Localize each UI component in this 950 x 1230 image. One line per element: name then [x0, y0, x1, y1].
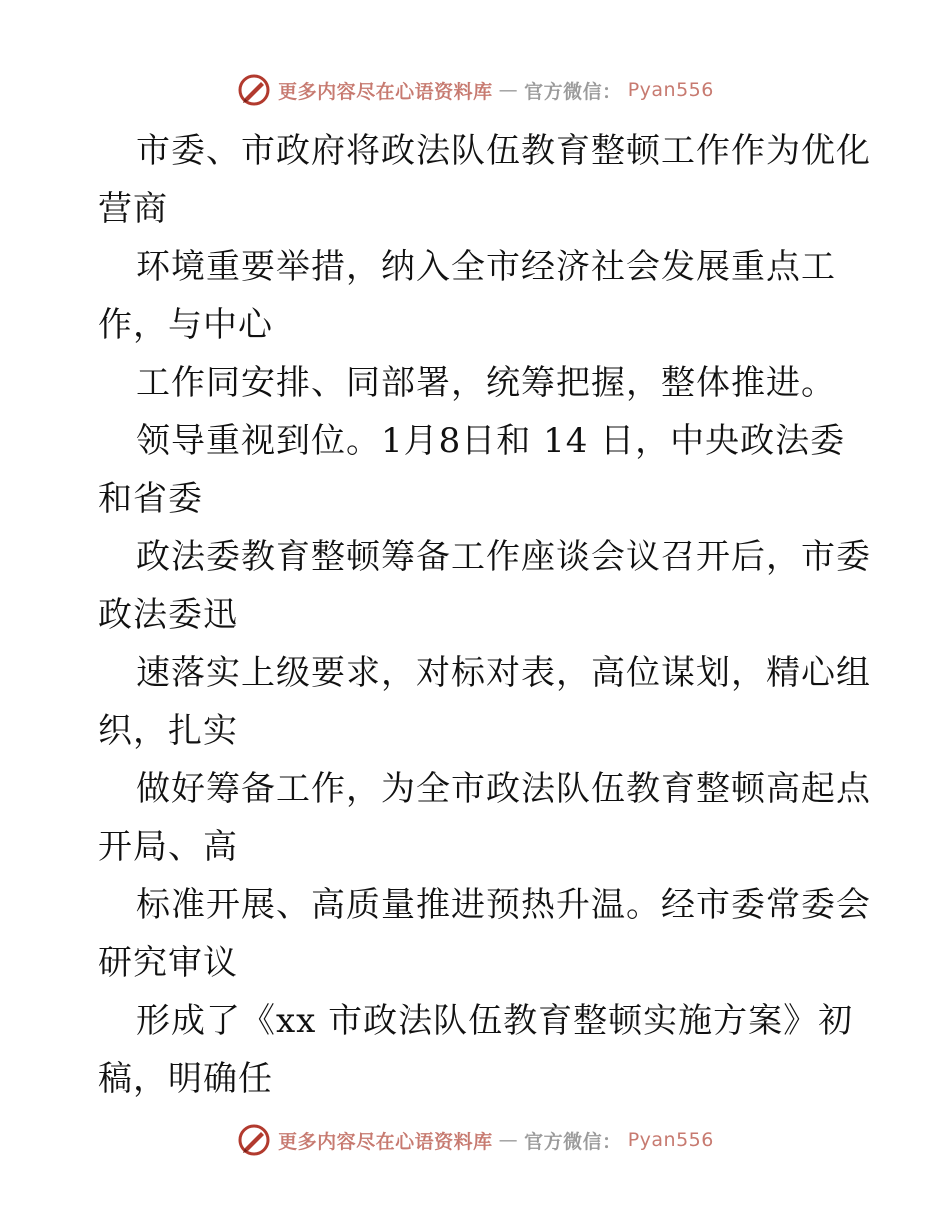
- banner-main-text: 更多内容尽在心语资料库: [278, 80, 493, 103]
- text-line-2: 环境重要举措，纳入全市经济社会发展重点工 作，与中心: [98, 247, 836, 345]
- footer-banner: [0, 1120, 950, 1160]
- text-line-6: 速落实上级要求，对标对表，高位谋划，精心组 织，扎实: [98, 653, 871, 751]
- text-line-3: 工作同安排、同部署，统筹把握，整体推进。: [136, 363, 836, 403]
- text-line-9: 形成了《xx 市政法队伍教育整顿实施方案》初 稿，明确任: [98, 1001, 854, 1099]
- pen-logo-icon: [236, 1122, 272, 1158]
- text-line-1: 市委、市政府将政法队伍教育整顿工作作为优化 营商: [98, 131, 871, 229]
- banner-dash: —: [498, 79, 519, 101]
- banner-main-text: 更多内容尽在心语资料库: [278, 1130, 493, 1153]
- banner-wechat-id: Pyan556: [627, 79, 714, 101]
- text-line-8: 标准开展、高质量推进预热升温。经市委常委会 研究审议: [98, 885, 871, 983]
- text-line-5: 政法委教育整顿筹备工作座谈会议召开后，市委 政法委迅: [98, 537, 871, 635]
- banner-dash: —: [498, 1129, 519, 1151]
- banner-wechat-label: 官方微信：: [524, 1130, 622, 1153]
- document-body: [98, 122, 898, 1108]
- banner-wechat-label: 官方微信：: [524, 80, 622, 103]
- banner-wechat-id: Pyan556: [627, 1129, 714, 1151]
- pen-logo-icon: [236, 72, 272, 108]
- text-line-7: 做好筹备工作，为全市政法队伍教育整顿高起点 开局、高: [98, 769, 871, 867]
- header-banner: [0, 70, 950, 110]
- text-line-4: 领导重视到位。1月8日和 14 日，中央政法委 和省委: [98, 421, 846, 519]
